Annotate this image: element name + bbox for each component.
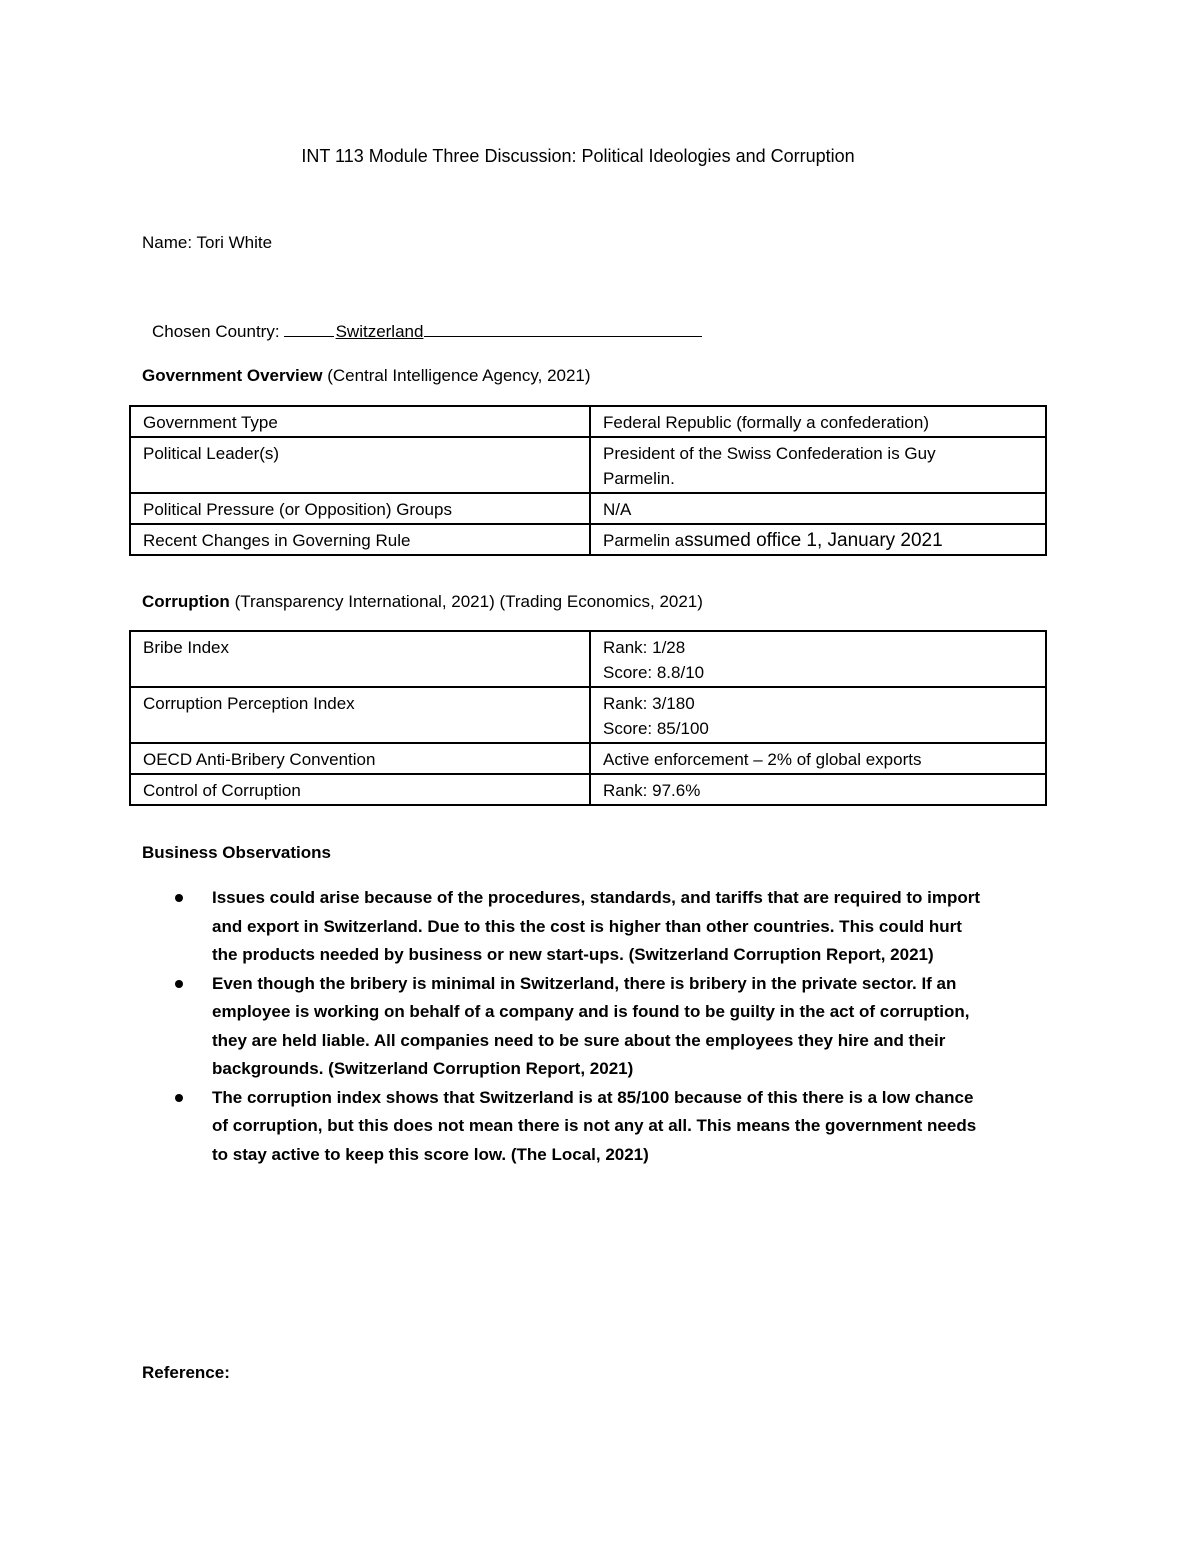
observations-list — [168, 884, 1068, 1169]
bullet-icon — [175, 894, 183, 902]
table-row — [130, 524, 1046, 555]
list-item-text: backgrounds. (Switzerland Corruption Report, 2021) — [212, 1059, 634, 1078]
list-item-text: the products needed by business or new start-ups. (Switzerland Corruption Report, 2021) — [212, 945, 934, 964]
list-item — [168, 970, 1068, 1084]
list-item — [168, 1084, 1068, 1170]
table-row — [130, 406, 1046, 437]
cell-text: Active enforcement – 2% of global exports — [603, 750, 922, 769]
document-title: INT 113 Module Three Discussion: Political Ideologies and Corruption — [301, 146, 855, 166]
chosen-country-line — [152, 322, 702, 342]
cell-text: Parmelin a — [603, 531, 685, 550]
business-observations-heading: Business Observations — [142, 843, 331, 862]
row-label: Recent Changes in Governing Rule — [130, 524, 590, 555]
chosen-country-value: Switzerland — [335, 322, 424, 341]
government-overview-table — [129, 405, 1047, 556]
table-row — [130, 774, 1046, 805]
chosen-country-label: Chosen Country: — [152, 322, 280, 341]
cell-text: N/A — [603, 500, 632, 519]
cell-text: President of the Swiss Confederation is Guy — [603, 444, 936, 463]
cell-text: Rank: 97.6% — [603, 781, 701, 800]
list-item-text: and export in Switzerland. Due to this the cost is higher than other countries. This could hurt — [212, 916, 962, 936]
list-item-text: Issues could arise because of the procedures, standards, and tariffs that are required to import — [212, 888, 981, 907]
cell-text: Score: 8.8/10 — [603, 663, 705, 682]
row-value — [590, 524, 1046, 555]
section-title: Corruption — [142, 592, 230, 611]
row-label: Corruption Perception Index — [130, 687, 590, 743]
row-value — [590, 631, 1046, 687]
cell-text: Parmelin. — [603, 469, 675, 488]
corruption-heading — [142, 592, 703, 612]
cell-text: Federal Republic (formally a confederation) — [603, 413, 929, 432]
bullet-icon — [175, 1094, 183, 1102]
blank-underline — [284, 336, 334, 337]
table-row — [130, 687, 1046, 743]
table-row — [130, 631, 1046, 687]
cell-text: Score: 85/100 — [603, 719, 709, 738]
section-title: Government Overview — [142, 366, 323, 385]
row-value — [590, 437, 1046, 493]
row-label: Bribe Index — [130, 631, 590, 687]
student-name: Name: Tori White — [142, 233, 273, 252]
row-label: Political Pressure (or Opposition) Groups — [130, 493, 590, 524]
list-item-text: Even though the bribery is minimal in Switzerland, there is bribery in the private sector. If an — [212, 973, 957, 993]
row-label: Government Type — [130, 406, 590, 437]
section-source: (Transparency International, 2021) (Trading Economics, 2021) — [234, 592, 703, 611]
table-row — [130, 437, 1046, 493]
cell-text: Rank: 3/180 — [603, 694, 695, 713]
cell-text: ssumed office 1, January 2021 — [684, 530, 943, 551]
row-value — [590, 743, 1046, 774]
row-value — [590, 493, 1046, 524]
row-value — [590, 687, 1046, 743]
row-label: OECD Anti-Bribery Convention — [130, 743, 590, 774]
list-item — [168, 884, 1068, 970]
bullet-icon — [175, 980, 183, 988]
reference-heading: Reference: — [142, 1363, 230, 1382]
list-item-text: they are held liable. All companies need to be sure about the employees they hire and their — [212, 1030, 946, 1050]
row-label: Control of Corruption — [130, 774, 590, 805]
blank-underline — [424, 336, 702, 337]
row-label: Political Leader(s) — [130, 437, 590, 493]
list-item-text: of corruption, but this does not mean there is not any at all. This means the government needs — [212, 1116, 977, 1135]
table-row — [130, 743, 1046, 774]
corruption-table — [129, 630, 1047, 806]
row-value — [590, 406, 1046, 437]
section-source: (Central Intelligence Agency, 2021) — [327, 366, 591, 385]
government-overview-heading — [142, 366, 591, 386]
list-item-text: The corruption index shows that Switzerland is at 85/100 because of this there is a low chance — [212, 1087, 974, 1107]
list-item-text: to stay active to keep this score low. (The Local, 2021) — [212, 1144, 649, 1164]
list-item-text: employee is working on behalf of a company and is found to be guilty in the act of corruption, — [212, 1002, 970, 1021]
table-row — [130, 493, 1046, 524]
row-value — [590, 774, 1046, 805]
cell-text: Rank: 1/28 — [603, 638, 686, 657]
